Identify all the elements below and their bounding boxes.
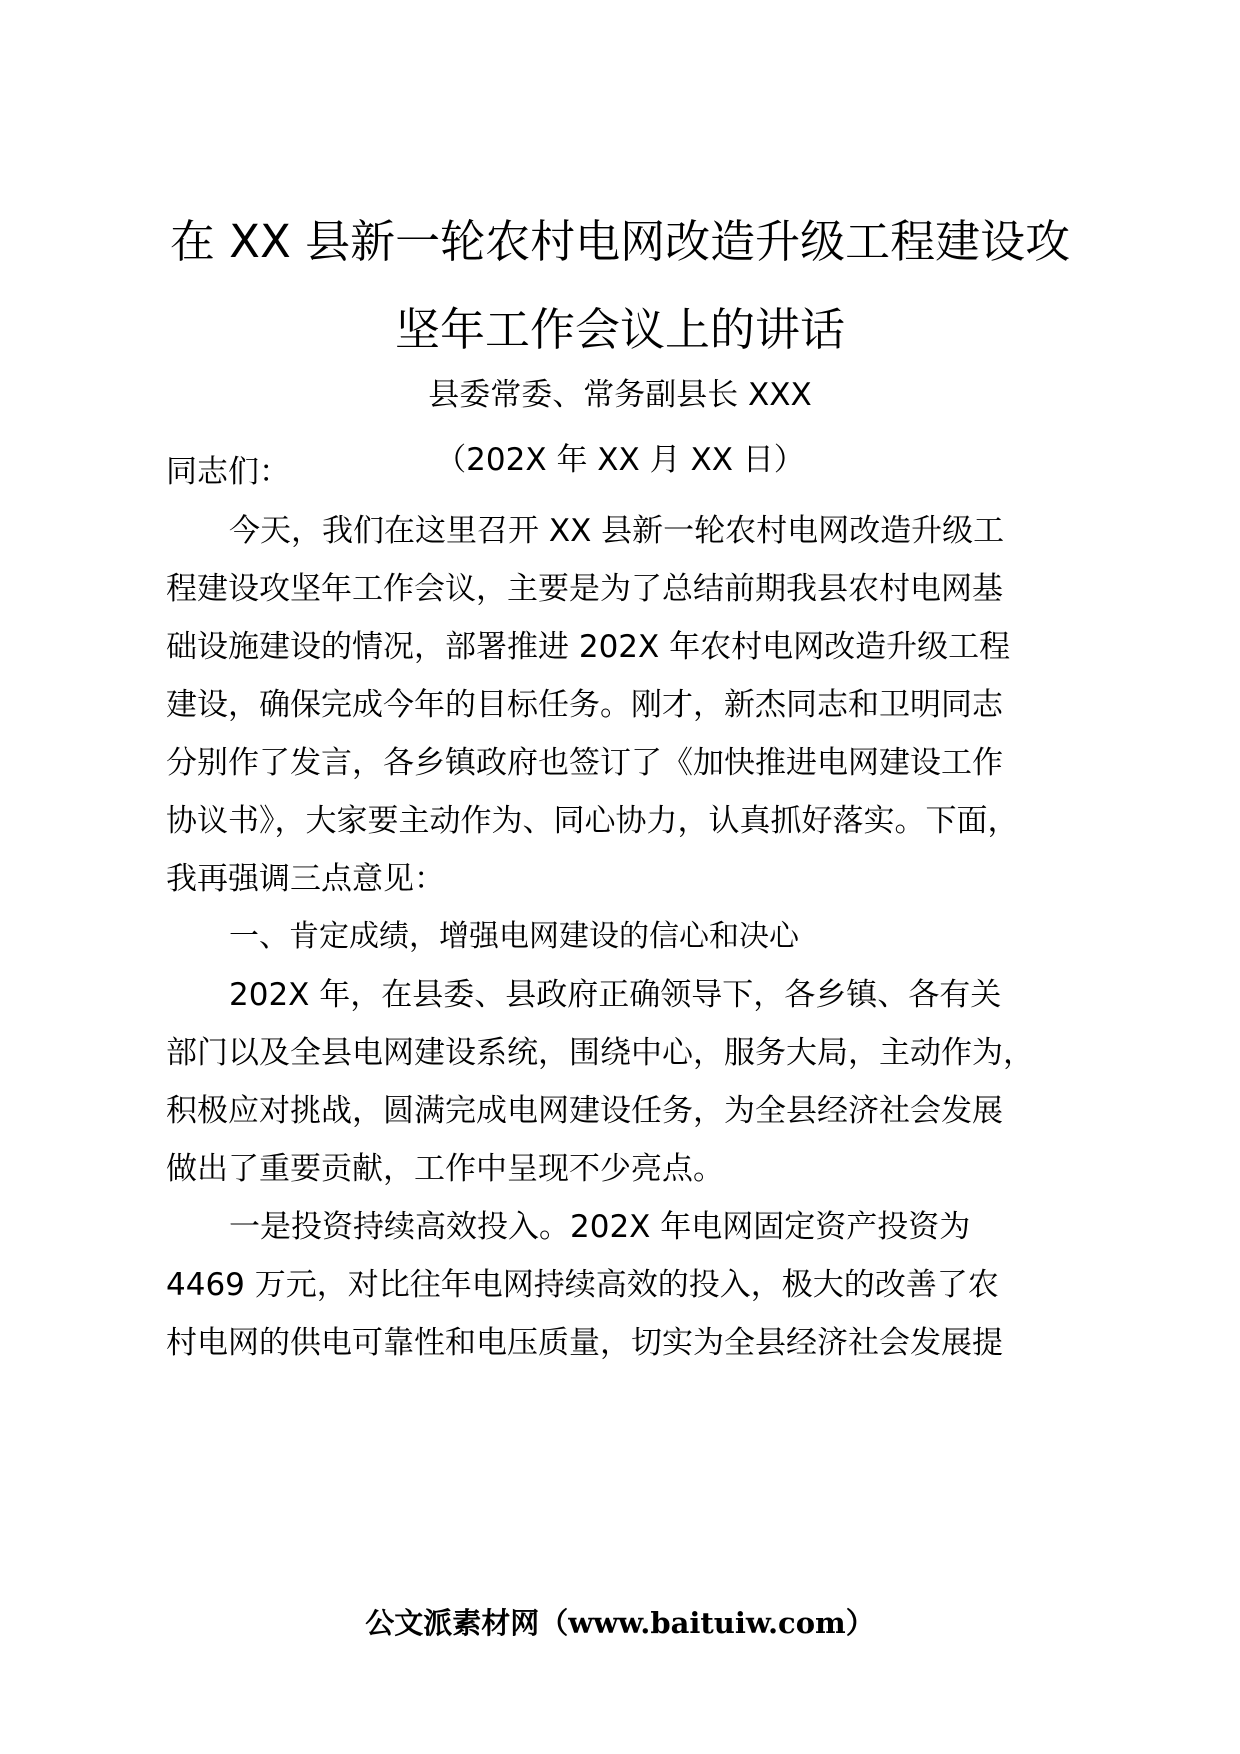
document-title-line-1: 在 XX 县新一轮农村电网改造升级工程建设攻	[169, 215, 1071, 268]
body-line: 础设施建设的情况，部署推进 202X 年农村电网改造升级工程	[166, 629, 1011, 665]
salutation: 同志们：	[166, 454, 290, 490]
body-line: 4469 万元，对比往年电网持续高效的投入，极大的改善了农	[166, 1267, 999, 1303]
body-line: 程建设攻坚年工作会议，主要是为了总结前期我县农村电网基	[166, 571, 1003, 607]
body-line: 我再强调三点意见：	[166, 861, 445, 897]
body-line: 做出了重要贡献，工作中呈现不少亮点。	[166, 1151, 724, 1187]
body-line: 部门以及全县电网建设系统，围绕中心，服务大局，主动作为，	[166, 1035, 1034, 1071]
body-line: 202X 年，在县委、县政府正确领导下，各乡镇、各有关	[229, 977, 1002, 1013]
body-line: 今天，我们在这里召开 XX 县新一轮农村电网改造升级工	[229, 513, 1005, 549]
body-line: 建设，确保完成今年的目标任务。刚才，新杰同志和卫明同志	[166, 687, 1003, 723]
section-heading: 一、肯定成绩，增强电网建设的信心和决心	[229, 919, 799, 954]
speech-date: （202X 年 XX 月 XX 日）	[435, 442, 805, 478]
speaker-byline: 县委常委、常务副县长 XXX	[428, 377, 812, 413]
body-line: 村电网的供电可靠性和电压质量，切实为全县经济社会发展提	[166, 1325, 1003, 1361]
body-line: 积极应对挑战，圆满完成电网建设任务，为全县经济社会发展	[166, 1093, 1003, 1129]
document-title-line-2: 坚年工作会议上的讲话	[394, 303, 845, 356]
footer-watermark: 公文派素材网（www.baituiw.com）	[365, 1606, 875, 1640]
body-line: 协议书》，大家要主动作为、同心协力，认真抓好落实。下面，	[166, 803, 1019, 839]
body-line: 分别作了发言，各乡镇政府也签订了《加快推进电网建设工作	[166, 745, 1003, 781]
body-line: 一是投资持续高效投入。202X 年电网固定资产投资为	[229, 1209, 971, 1245]
